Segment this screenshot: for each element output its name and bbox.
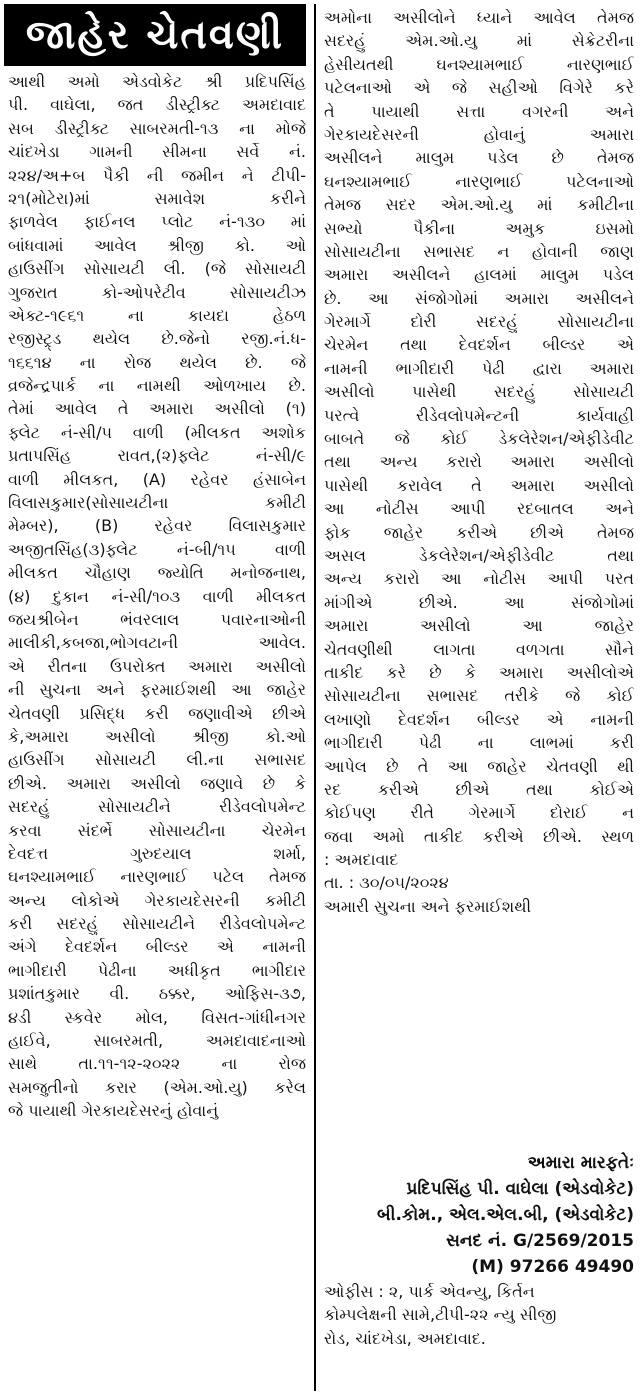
notice-text-line: એક્ટ-૧૯૬૧ ના કાયદા હેઠળ — [8, 305, 306, 325]
notice-text-line: ચેતવણી પ્રસિદ્ધ કરી જણાવીએ છીએ — [8, 703, 306, 723]
notice-text-line: તેમાં આવેલ તે અમારા અસીલો (૧) — [8, 399, 306, 419]
notice-text-line: તથા અન્ય કરારો અમારા અસીલો — [324, 452, 634, 472]
notice-text-line: રજીસ્ટ્ર્ડ થયેલ છે.જેનો રજી.નં.ધ- — [8, 329, 306, 349]
signature-block — [324, 1150, 634, 1350]
notice-text-line: માલીકી,કબજા,ભોગવટાની આવેલ. — [8, 633, 306, 653]
notice-text-line: હાઈવે, સાબરમતી, અમદાવાદનાઓ — [8, 1031, 306, 1051]
notice-title: જાહેર ચેતવણી — [4, 4, 306, 66]
notice-text-line: કરવા સંદર્ભે સોસાયટીના ચેરમેન — [8, 820, 306, 840]
notice-text-line: આપેલ છે તે આ જાહેર ચેતવણી થી — [324, 756, 634, 776]
notice-text-line: તા. : ૩૦/૦૫/૨૦૨૪ — [324, 873, 449, 893]
notice-text-line: મીલકત ચૌહાણ જ્યોતિ મનોજનાથ, — [8, 563, 306, 583]
notice-text-line: ફોક જાહેર કરીએ છીએ તેમજ — [324, 522, 634, 542]
notice-text-line: માંગીએ છીએ. આ સંજોગોમાં — [324, 592, 634, 612]
notice-text-line: મેમ્બર), (B) રહેવર વિલાસકુમાર — [8, 516, 306, 536]
notice-text-line: રદ કરીએ છીએ તથા કોઈએ — [324, 779, 634, 799]
office-address-line: ઓફીસ : ૨, પાર્ક એવન્યુ, કિર્તન — [324, 1282, 535, 1301]
notice-text-line: કરી સદરહું સોસાયટીને રીડેવલોપમેન્ટ — [8, 914, 306, 934]
advocate-name: પ્રદિપસિંહ પી. વાઘેલા (એડવોકેટ) — [406, 1179, 634, 1199]
notice-text-line: સોસાયટીના સભાસદ તરીકે જે કોઈ — [324, 686, 634, 706]
notice-text-line: ૨૨૪/અ+બ પૈકી ની જમીન ને ટીપી- — [8, 165, 306, 185]
notice-text-line: પટેલનાઓ એ જે સહીઓ વિગેરે કરે — [324, 78, 634, 98]
notice-text-line: ૪ડી સ્કવેર મોલ, વિસત-ગાંધીનગર — [8, 1007, 306, 1027]
notice-text-line: અંગે દેવદર્શન બીલ્ડર એ નામની — [8, 937, 306, 957]
left-column-body — [8, 70, 306, 1123]
notice-text-line: અસલ ડેકલેરેશન/એફીડેવીટ તથા — [324, 545, 634, 565]
notice-text-line: સદરહું સોસાયટીને રીડેવલોપમેન્ટ — [8, 797, 306, 817]
notice-text-line: પરત્વે રીડેવલોપમેન્ટની કાર્યવાહી — [324, 405, 634, 425]
notice-text-line: ઘનશ્યામભાઈ નારણભાઈ પટેલ તેમજ — [8, 867, 306, 887]
right-column-body — [324, 6, 634, 918]
notice-text-line: બાંધવામાં આવેલ શ્રીજી કો. ઓ — [8, 235, 306, 255]
notice-text-line: નામની ભાગીદારી પેઢી દ્વારા અમારા — [324, 358, 634, 378]
notice-text-line: ૨૧(મોટેરા)માં સમાવેશ કરીને — [8, 188, 306, 208]
notice-text-line: : અમદાવાદ — [324, 850, 399, 870]
notice-text-line: સાથે તા.૧૧-૧૨-૨૦૨૨ ના રોજ — [8, 1054, 306, 1074]
notice-text-line: સબ ડીસ્ટ્રીક્ટ સાબરમતી-૧૩ ના મોજે — [8, 118, 306, 138]
notice-text-line: તે પાયાથી સત્તા વગરની અને — [324, 101, 634, 121]
notice-text-line: ની સુચના અને ફરમાઈશથી આ જાહેર — [8, 680, 306, 700]
notice-text-line: ફાળવેલ ફાઈનલ પ્લોટ નં-૧૩૦ માં — [8, 212, 306, 232]
notice-text-line: બાબતે જે કોઈ ડેકલેરેશન/એફીડેવીટ — [324, 429, 634, 449]
notice-text-line: અમારા અસીલને હાલમાં માલુમ પડેલ — [324, 265, 634, 285]
column-divider — [314, 4, 316, 1391]
notice-text-line: ભાગીદારી પેઢીના અધીકૃત ભાગીદાર — [8, 960, 306, 980]
notice-text-line: જયશ્રીબેન ભંવરલાલ પવારનાઓની — [8, 609, 306, 629]
notice-text-line: સોસાયટીના સભાસદ ન હોવાની જાણ — [324, 241, 634, 261]
notice-text-line: પ્રશાંતકુમાર વી. ઠક્કર, ઓફિસ-૩૭, — [8, 984, 306, 1004]
notice-text-line: પી. વાઘેલા, જત ડીસ્ટ્રીક્ટ અમદાવાદ — [8, 95, 306, 115]
notice-text-line: અસીલો પાસેથી સદરહું સોસાયટી — [324, 382, 634, 402]
notice-text-line: અજીતસિંહ(૩)ફ્લેટ નં-બી/૧૫ વાળી — [8, 539, 306, 559]
notice-text-line: તાકીદ કરે છે કે અમારા અસીલોએ — [324, 662, 634, 682]
notice-text-line: અમારા અસીલો આ જાહેર — [324, 616, 634, 636]
notice-text-line: આ નોટીસ આપી રદબાતલ અને — [324, 499, 634, 519]
notice-text-line: સભ્યો પૈકીના અમુક ઇસમો — [324, 218, 634, 238]
notice-text-line: વાળી મીલકત, (A) રહેવર હંસાબેન — [8, 469, 306, 489]
office-address-line: રોડ, ચાંદખેડા, અમદાવાદ. — [324, 1328, 486, 1348]
notice-text-line: હેસીયતથી ઘનશ્યામભાઈ નારણભાઈ — [324, 54, 634, 74]
notice-text-line: એ રીતના ઉપરોક્ત અમારા અસીલો — [8, 656, 306, 676]
mobile-number: (M) 97266 49490 — [471, 1257, 634, 1277]
notice-text-line: દેવદત્ત ગુરુદયાલ શર્મા, — [8, 843, 306, 863]
notice-text-line: આથી અમો એડવોકેટ શ્રી પ્રદિપસિંહ — [8, 72, 306, 91]
notice-text-line: ભાગીદારી પેઢી ના લાભમાં કરી — [324, 733, 634, 753]
notice-text-line: (૪) દુકાન નં-સી/૧૦૩ વાળી મીલકત — [8, 586, 306, 606]
notice-text-line: સમજુતીનો કરાર (એમ.ઓ.યુ) કરેલ — [8, 1077, 306, 1097]
notice-text-line: હાઉસીંગ સોસાયટી લી.ના સભાસદ — [8, 750, 306, 770]
notice-text-line: અમારી સુચના અને ફરમાઈશથી — [324, 896, 532, 916]
office-address-line: કોમ્પલેક્ષની સામે,ટીપી-૨૨ ન્યુ સીજી — [324, 1305, 557, 1325]
notice-text-line: છીએ. અમારા અસીલો જણાવે છે કે — [8, 773, 306, 793]
notice-text-line: અમોના અસીલોને ધ્યાને આવેલ તેમજ — [324, 8, 634, 27]
notice-text-line: છે. આ સંજોગોમાં અમારા અસીલને — [324, 288, 634, 308]
notice-text-line: હાઉસીંગ સોસાયટી લી. (જે સોસાયટી — [8, 259, 306, 279]
notice-text-line: ઘનશ્યામભાઈ નારણભાઈ પટેલનાઓ — [324, 171, 634, 191]
notice-text-line: ગેરકાયદેસરની હોવાનું અમારા — [324, 124, 634, 144]
notice-text-line: અન્ય લોકોએ ગેરકાયદેસરની કમીટી — [8, 890, 306, 910]
sanad-number: સનદ નં. G/2569/2015 — [446, 1231, 634, 1251]
notice-text-line: કોઈપણ રીતે ગેરમાર્ગે દોરાઈ ન — [324, 803, 634, 823]
notice-text-line: કે,અમારા અસીલો શ્રીજી કો.ઓ — [8, 726, 306, 746]
notice-text-line: ચાંદખેડા ગામની સીમના સર્વે નં. — [8, 142, 306, 162]
notice-text-line: પાસેથી કરાવેલ તે અમારા અસીલો — [324, 475, 634, 495]
notice-text-line: જે પાયાથી ગેરકાયદેસરનું હોવાનું — [8, 1101, 219, 1121]
notice-text-line: ચેતવણીથી લાગતા વળગતા સૌને — [324, 639, 634, 659]
notice-text-line: જવા અમો તાકીદ કરીએ છીએ. સ્થળ — [324, 826, 634, 846]
via-label: અમારા મારફતેઃ — [527, 1153, 634, 1173]
notice-text-line: ચેરમેન તથા દેવદર્શન બીલ્ડર એ — [324, 335, 634, 355]
notice-text-line: પ્રતાપસિંહ રાવત,(૨)ફ્લેટ નં-સી/૯ — [8, 446, 306, 466]
advocate-degree: બી.કોમ., એલ.એલ.બી, (એડવોકેટ) — [377, 1205, 634, 1225]
notice-text-line: વિલાસકુમાર(સોસાયટીના કમીટી — [8, 493, 306, 513]
notice-text-line: અન્ય કરારો આ નોટીસ આપી પરત — [324, 569, 634, 589]
notice-text-line: અસીલને માલુમ પડેલ છે તેમજ — [324, 148, 634, 168]
notice-text-line: ગેરમાર્ગે દોરી સદરહું સોસાયટીના — [324, 312, 634, 332]
notice-text-line: તેમજ સદર એમ.ઓ.યુ માં કમીટીના — [324, 195, 634, 215]
notice-text-line: ગુજરાત કો-ઓપરેટીવ સોસાયટીઝ — [8, 282, 306, 302]
notice-text-line: ફ્લેટ નં-સી/૫ વાળી (મીલકત અશોક — [8, 422, 306, 442]
notice-text-line: ૧૬૬૧૪ ના રોજ થયેલ છે. જે — [8, 352, 306, 372]
notice-text-line: લખાણો દેવદર્શન બીલ્ડર એ નામની — [324, 709, 634, 729]
notice-text-line: વ્રજેન્દ્રપાર્ક ના નામથી ઓળખાય છે. — [8, 376, 306, 396]
notice-text-line: સદરહું એમ.ઓ.યુ માં સેક્રેટરીના — [324, 31, 634, 51]
